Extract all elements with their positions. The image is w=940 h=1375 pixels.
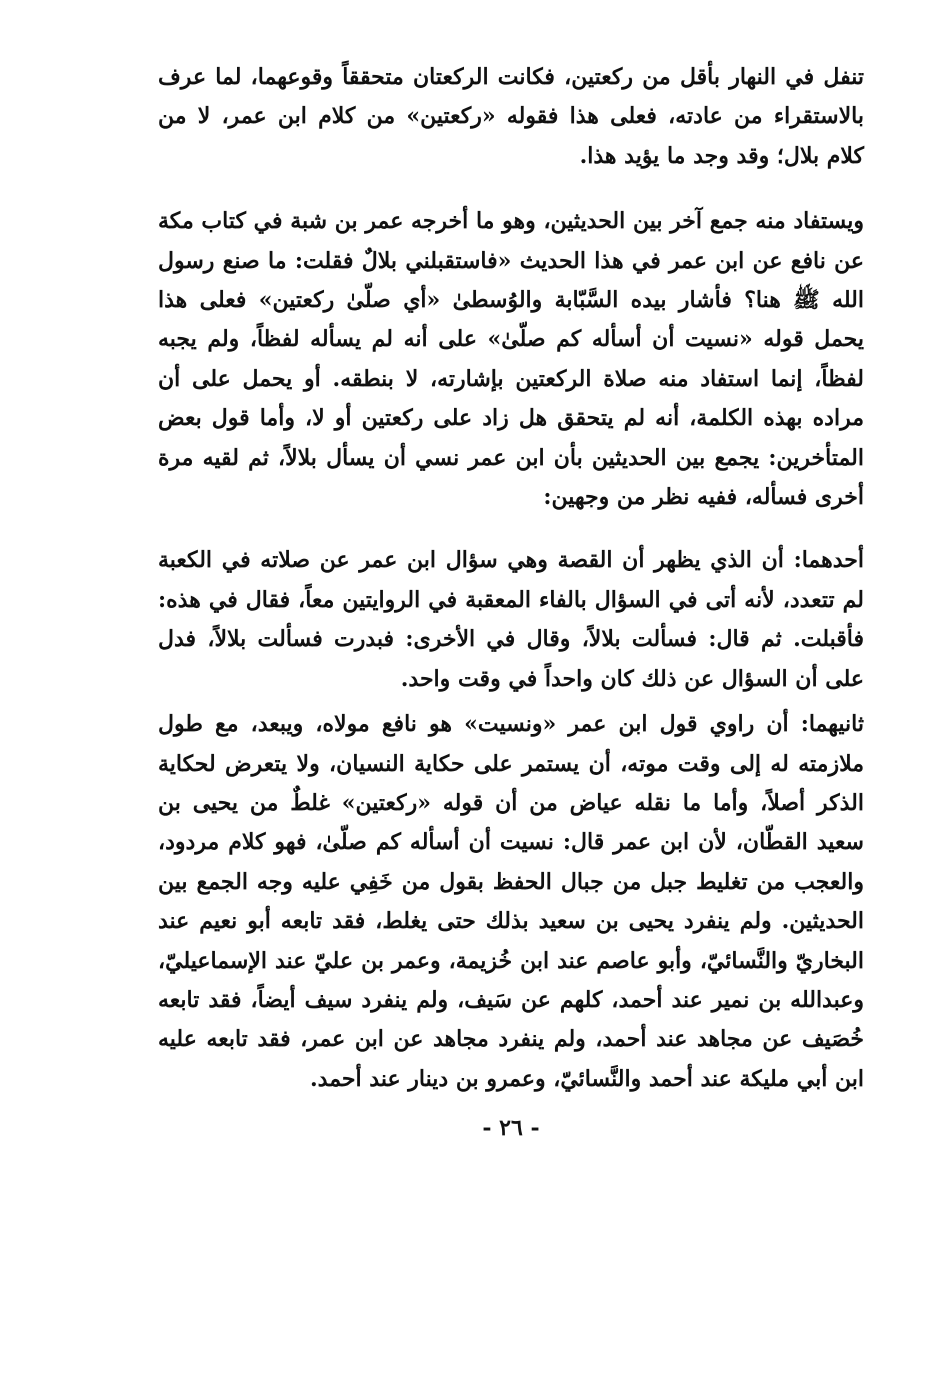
book-page (158, 58, 864, 1338)
paragraph-3: أحدهما: أن الذي يظهر أن القصة وهي سؤال ابن عمر عن صلاته في الكعبة لم تتعدد، لأنه أتى في السؤال بالفاء المعقبة في الروايتين معاً، فقال في هذه: فأقبلت. ثم قال: فسألت بلالاً، وقال في الأخرى: فبدرت فسألت بلالاً، فدل على أن السؤال عن ذلك كان واحداً في وقت واحد. (158, 547, 864, 692)
paragraph-1: تنفل في النهار بأقل من ركعتين، فكانت الركعتان متحققاً وقوعهما، لما عرف بالاستقراء من عادته، فعلى هذا فقوله «ركعتين» من كلام ابن عمر، لا من كلام بلال؛ وقد وجد ما يؤيد هذا. (158, 64, 864, 169)
paragraph-2: ويستفاد منه جمع آخر بين الحديثين، وهو ما أخرجه عمر بن شبة في كتاب مكة عن نافع عن ابن عمر في هذا الحديث «فاستقبلني بلالٌ فقلت: ما صنع رسول الله ﷺ هنا؟ فأشار بيده السَّبّابة والوُسطىٰ «أي صلّىٰ ركعتين» فعلى هذا يحمل قوله «نسيت أن أسأله كم صلّىٰ» على أنه لم يسأله لفظاً، ولم يجبه لفظاً، إنما استفاد منه صلاة الركعتين بإشارته، لا بنطقه. أو يحمل على أن مراده بهذه الكلمة، أنه لم يتحقق هل زاد على ركعتين أو لا، وأما قول بعض المتأخرين: يجمع بين الحديثين بأن ابن عمر نسي أن يسأل بلالاً، ثم لقيه مرة أخرى فسأله، ففيه نظر من وجهين: (158, 208, 864, 511)
paragraph-4: ثانيهما: أن راوي قول ابن عمر «ونسيت» هو نافع مولاه، ويبعد، مع طول ملازمته له إلى وقت موته، أن يستمر على حكاية النسيان، ولا يتعرض لحكاية الذكر أصلاً، وأما ما نقله عياض من أن قوله «ركعتين» غلطٌ من يحيى بن سعيد القطّان، لأن ابن عمر قال: نسيت أن أسأله كم صلّىٰ، فهو كلام مردود، والعجب من تغليط جبل من جبال الحفظ بقول من خَفِي عليه وجه الجمع بين الحديثين. ولم ينفرد يحيى بن سعيد بذلك حتى يغلط، فقد تابعه أبو نعيم عند البخاريّ والنَّسائيّ، وأبو عاصم عند ابن خُزيمة، وعمر بن عليّ عند الإسماعيليّ، وعبدالله بن نمير عند أحمد، كلهم عن سَيف، ولم ينفرد سيف أيضاً، فقد تابعه خُصَيف عن مجاهد عند أحمد، ولم ينفرد مجاهد عن ابن عمر، فقد تابعه عليه ابن أبي مليكة عند أحمد والنَّسائيّ، وعمرو بن دينار عند أحمد. (158, 711, 865, 1092)
page-number: - ٢٦ - (482, 1115, 540, 1142)
